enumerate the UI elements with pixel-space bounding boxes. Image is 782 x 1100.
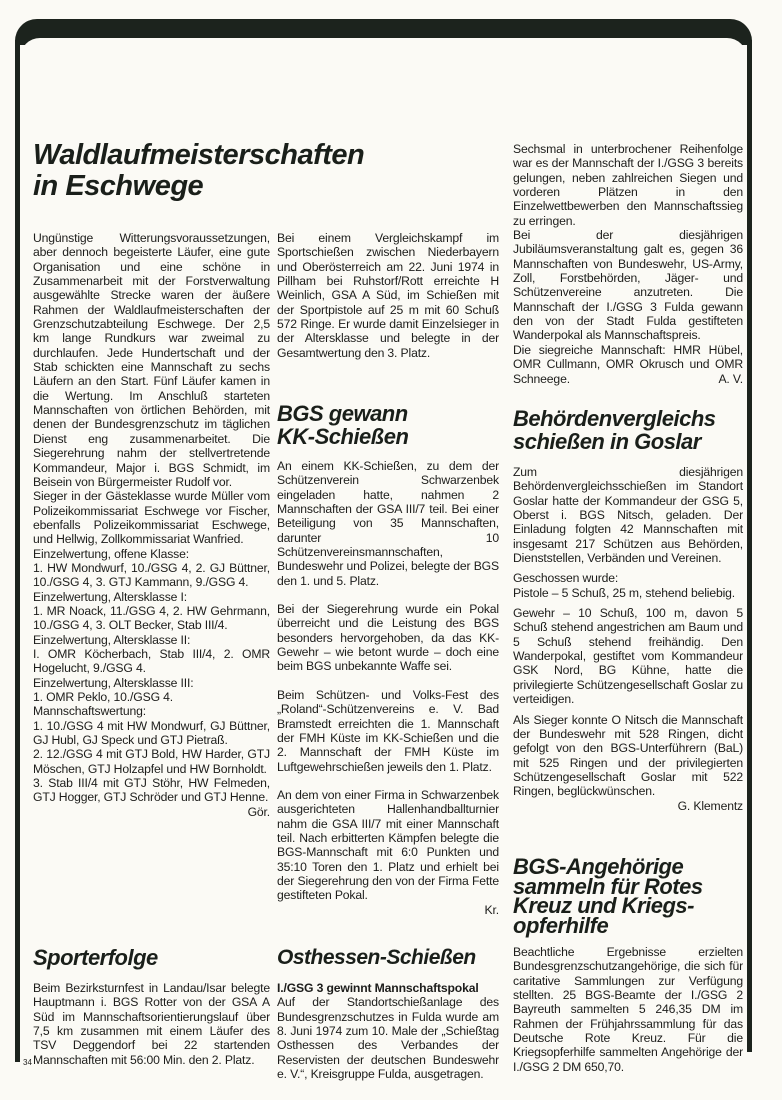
article-rotes-kreuz [513,854,743,1074]
paragraph: 1. OMR Peklo, 10./GSG 4. [33,690,173,704]
paragraph: Sechsmal in unterbrochener Reihenfolge war es der Mannschaft der I./GSG 3 bereits gelungen, neben zahlreichen Siegen und vorderen Plätzen in den Einzelwettbewerben den Mannschaftssieg zu erringen. [513,142,743,228]
article-sporterfolge [33,946,270,1067]
headline-line: in Eschwege [33,170,204,202]
headline-line: KK-Schießen [277,424,409,449]
headline-sporterfolge: Sporterfolge [33,945,158,970]
paragraph: Die siegreiche Mannschaft: HMR Hübel, OMR Cullmann, OMR Okrusch und OMR Schneege. [513,342,743,386]
headline-line: opferhilfe [513,912,609,938]
paragraph: Mannschaftswertung: [33,704,146,719]
paragraph: Einzelwertung, offene Klasse: [33,546,189,561]
paragraph: 2. 12./GSG 4 mit GTJ Bold, HW Harder, GTJ Möschen, GTJ Holzapfel und HW Bornholdt. [33,747,270,776]
paragraph: Beim Bezirksturnfest in Landau/Isar belegte Hauptmann i. BGS Rotter von der GSA A Süd im Mannschaftsorientierungslauf über 7,5 km zusammen mit einem Läufer des TSV Deggendorf bei 22 startenden Mannschaften mit 56:00 Min. den 2. Platz. [33,981,270,1067]
paragraph: Sieger in der Gästeklasse wurde Müller vom Polizeikommissariat Eschwege vor Fischer, ebenfalls Polizeikommissariat Eschwege, und Hellwig, Zollkommissariat Wanfried. [33,489,270,547]
headline-osthessen: Osthessen-Schießen [277,946,476,969]
subheadline: I./GSG 3 gewinnt Mannschaftspokal [277,981,479,995]
headline-waldlauf [33,140,364,202]
paragraph: Einzelwertung, Altersklasse III: [33,675,194,690]
paragraph: 1. MR Noack, 11./GSG 4, 2. HW Gehrmann, 10./GSG 4, 3. OLT Becker, Stab III/4. [33,603,270,633]
author-signature: G. Klementz [677,798,743,813]
paragraph: 1. HW Mondwurf, 10./GSG 4, 2. GJ Büttner, 10./GSG 4, 3. GTJ Kammann, 9./GSG 4. [33,560,270,590]
paragraph: An dem von einer Firma in Schwarzenbek ausgerichteten Hallenhandballturnier nahm die GSA III/7 mit einer Mannschaft teil. Nach erbitterten Kämpfen belegte die BGS-Mannschaft mit 6:0 Punkten und 35:10 Toren den 1. Platz und erhielt bei der Siegerehrung den von der Firma Fette gestifteten Pokal. [277,787,499,903]
article-goslar [513,407,743,813]
headline-line: Behördenvergleichs [513,406,716,431]
headline-line: sammeln für Rotes [513,873,703,899]
headline-goslar [513,407,743,453]
paragraph: Beim Schützen- und Volks-Fest des „Roland“-Schützenvereins e. V. Bad Bramstedt erreichten die 1. Mannschaft der FMH Küste im KK-Schießen und die 2. Mannschaft der FMH Küste im Luftgewehrschießen jeweils den 1. Platz. [277,687,499,774]
paragraph: Pistole – 5 Schuß, 25 m, stehend beliebig. [513,585,736,600]
article-sportschiessen-body [277,231,499,360]
paragraph: Einzelwertung, Altersklasse I: [33,589,188,604]
paragraph: Auf der Standortschießanlage des Bundesgrenzschutzes in Fulda wurde am 8. Juni 1974 zum 10. Male der „Schießtag Osthessen des Verbandes der Reservisten der deutschen Bundeswehr e. V.“, Kreisgruppe Fulda, ausgetragen. [277,995,499,1082]
page-frame-left-rule [15,40,20,1062]
author-signature: Kr. [484,902,499,917]
headline-line: Waldlaufmeisterschaften [33,139,365,171]
article-fulda-body [513,142,743,386]
paragraph: Als Sieger konnte O Nitsch die Mannschaft der Bundeswehr mit 528 Ringen, dicht gefolgt von den BGS-Unterführern (BaL) mit 525 Ringen und der privilegierten Schützengesellschaft Goslar mit 522 Ringen, beglückwünschen. [513,712,743,799]
paragraph: Bei einem Vergleichskampf im Sportschießen zwischen Niederbayern und Oberösterreich am 22. Juni 1974 in Pillham bei Ruhstorf/Rott erreichte H Weinlich, GSA A Süd, im Schießen mit der Sportpistole auf 25 m mit 60 Schuß 572 Ringe. Er wurde damit Einzelsieger in der Altersklasse und belegte in der Gesamtwertung den 3. Platz. [277,231,499,360]
paragraph: 3. Stab III/4 mit GTJ Stöhr, HW Felmeden, GTJ Hogger, GTJ Schröder und GTJ Henne. [33,776,270,805]
page-number: 34 [23,1058,32,1067]
headline-line: BGS-Angehörige [513,854,684,879]
headline-line: Kreuz und Kriegs- [513,893,694,918]
paragraph: Geschossen wurde: [513,571,619,586]
paragraph: Bei der Siegerehrung wurde ein Pokal überreicht und die Leistung des BGS besonders hervorgehoben, da das KK-Gewehr – wie betont wurde – doch eine beim BGS unbekannte Waffe sei. [277,602,499,674]
author-signature: Gör. [247,804,270,819]
paragraph: 1. 10./GSG 4 mit HW Mondwurf, GJ Büttner, GJ Hubl, GJ Speck und GTJ Pietraß. [33,718,270,748]
paragraph: An einem KK-Schießen, zu dem der Schützenverein Schwarzenbek eingeladen hatte, nahmen 2 Mannschaften der GSA III/7 teil. Bei einer Beteiligung von 35 Mannschaften, darunter 10 Schützenvereinsmannschaften, Bundeswehr und Polizei, belegte der BGS den 1. und 5. Platz. [277,459,499,588]
headline-line: schießen in Goslar [513,429,701,454]
paragraph: Beachtliche Ergebnisse erzielten Bundesgrenzschutzangehörige, die sich für caritative Sammlungen zur Verfügung stellten. 25 BGS-Beamte der I./GSG 2 Bayreuth sammelten 5 246,35 DM im Rahmen der Frühjahrssammlung für das Deutsche Rote Kreuz. Für die Kriegsopferhilfe sammelten Angehörige der I./GSG 2 DM 650,70. [513,945,743,1074]
page-frame-right-rule [747,40,752,1052]
headline-line: BGS gewann [277,401,408,426]
paragraph: Bei der diesjährigen Jubiläumsveranstaltung galt es, gegen 36 Mannschaften von Bundeswehr, US-Army, Zoll, Forstbehörden, Jäger- und Schützenvereine anzutreten. Die Mannschaft der I./GSG 3 Fulda gewann den von der Stadt Fulda gestifteten Wanderpokal als Mannschaftspreis. [513,228,743,343]
article-kk-schiessen [277,402,499,917]
paragraph: Gewehr – 10 Schuß, 100 m, davon 5 Schuß stehend angestrichen am Baum und 5 Schuß stehend freihändig. Den Wanderpokal, gestiftet vom Kommandeur GSK Nord, BG Kühne, hatte die privilegierte Schützengesellschaft Goslar zu verteidigen. [513,606,743,707]
headline-rotes-kreuz [513,854,743,938]
paragraph: Ungünstige Witterungsvoraussetzungen, aber dennoch begeisterte Läufer, eine gute Organisation und eine schöne in Zusammenarbeit mit der Forstverwaltung ausgewählte Strecke waren der äußere Rahmen der Waldlaufmeisterschaften der Grenzschutzabteilung Eschwege. Der 2,5 km lange Rundkurs war zweimal zu durchlaufen. Jede Hundertschaft und der Stab schickten eine Mannschaft zu sechs Läufern an den Start. Fünf Läufer kamen in die Wertung. Im Anschluß starteten Mannschaften von örtlichen Behörden, mit denen der Bundesgrenzschutz im täglichen Dienst eng zusammenarbeitet. Die Siegerehrung nahm der stellvertretende Kommandeur, Major i. BGS Schmidt, im Beisein von Bürgermeister Rudolf vor. [33,231,270,489]
headline-kk-schiessen [277,402,499,448]
article-waldlauf-body [33,231,270,819]
page-frame-inner [20,38,747,68]
paragraph: I. OMR Köcherbach, Stab III/4, 2. OMR Hogelucht, 9./GSG 4. [33,646,270,676]
author-signature: A. V. [718,371,743,386]
paragraph: Einzelwertung, Altersklasse II: [33,632,191,647]
article-osthessen [277,946,499,1081]
paragraph: Zum diesjährigen Behördenvergleichsschießen im Standort Goslar hatte der Kommandeur der GSG 5, Oberst i. BGS Nitsch, geladen. Der Einladung folgten 42 Mannschaften mit insgesamt 217 Schützen aus Behörden, Dienststellen, Verbänden und Vereinen. [513,465,743,566]
